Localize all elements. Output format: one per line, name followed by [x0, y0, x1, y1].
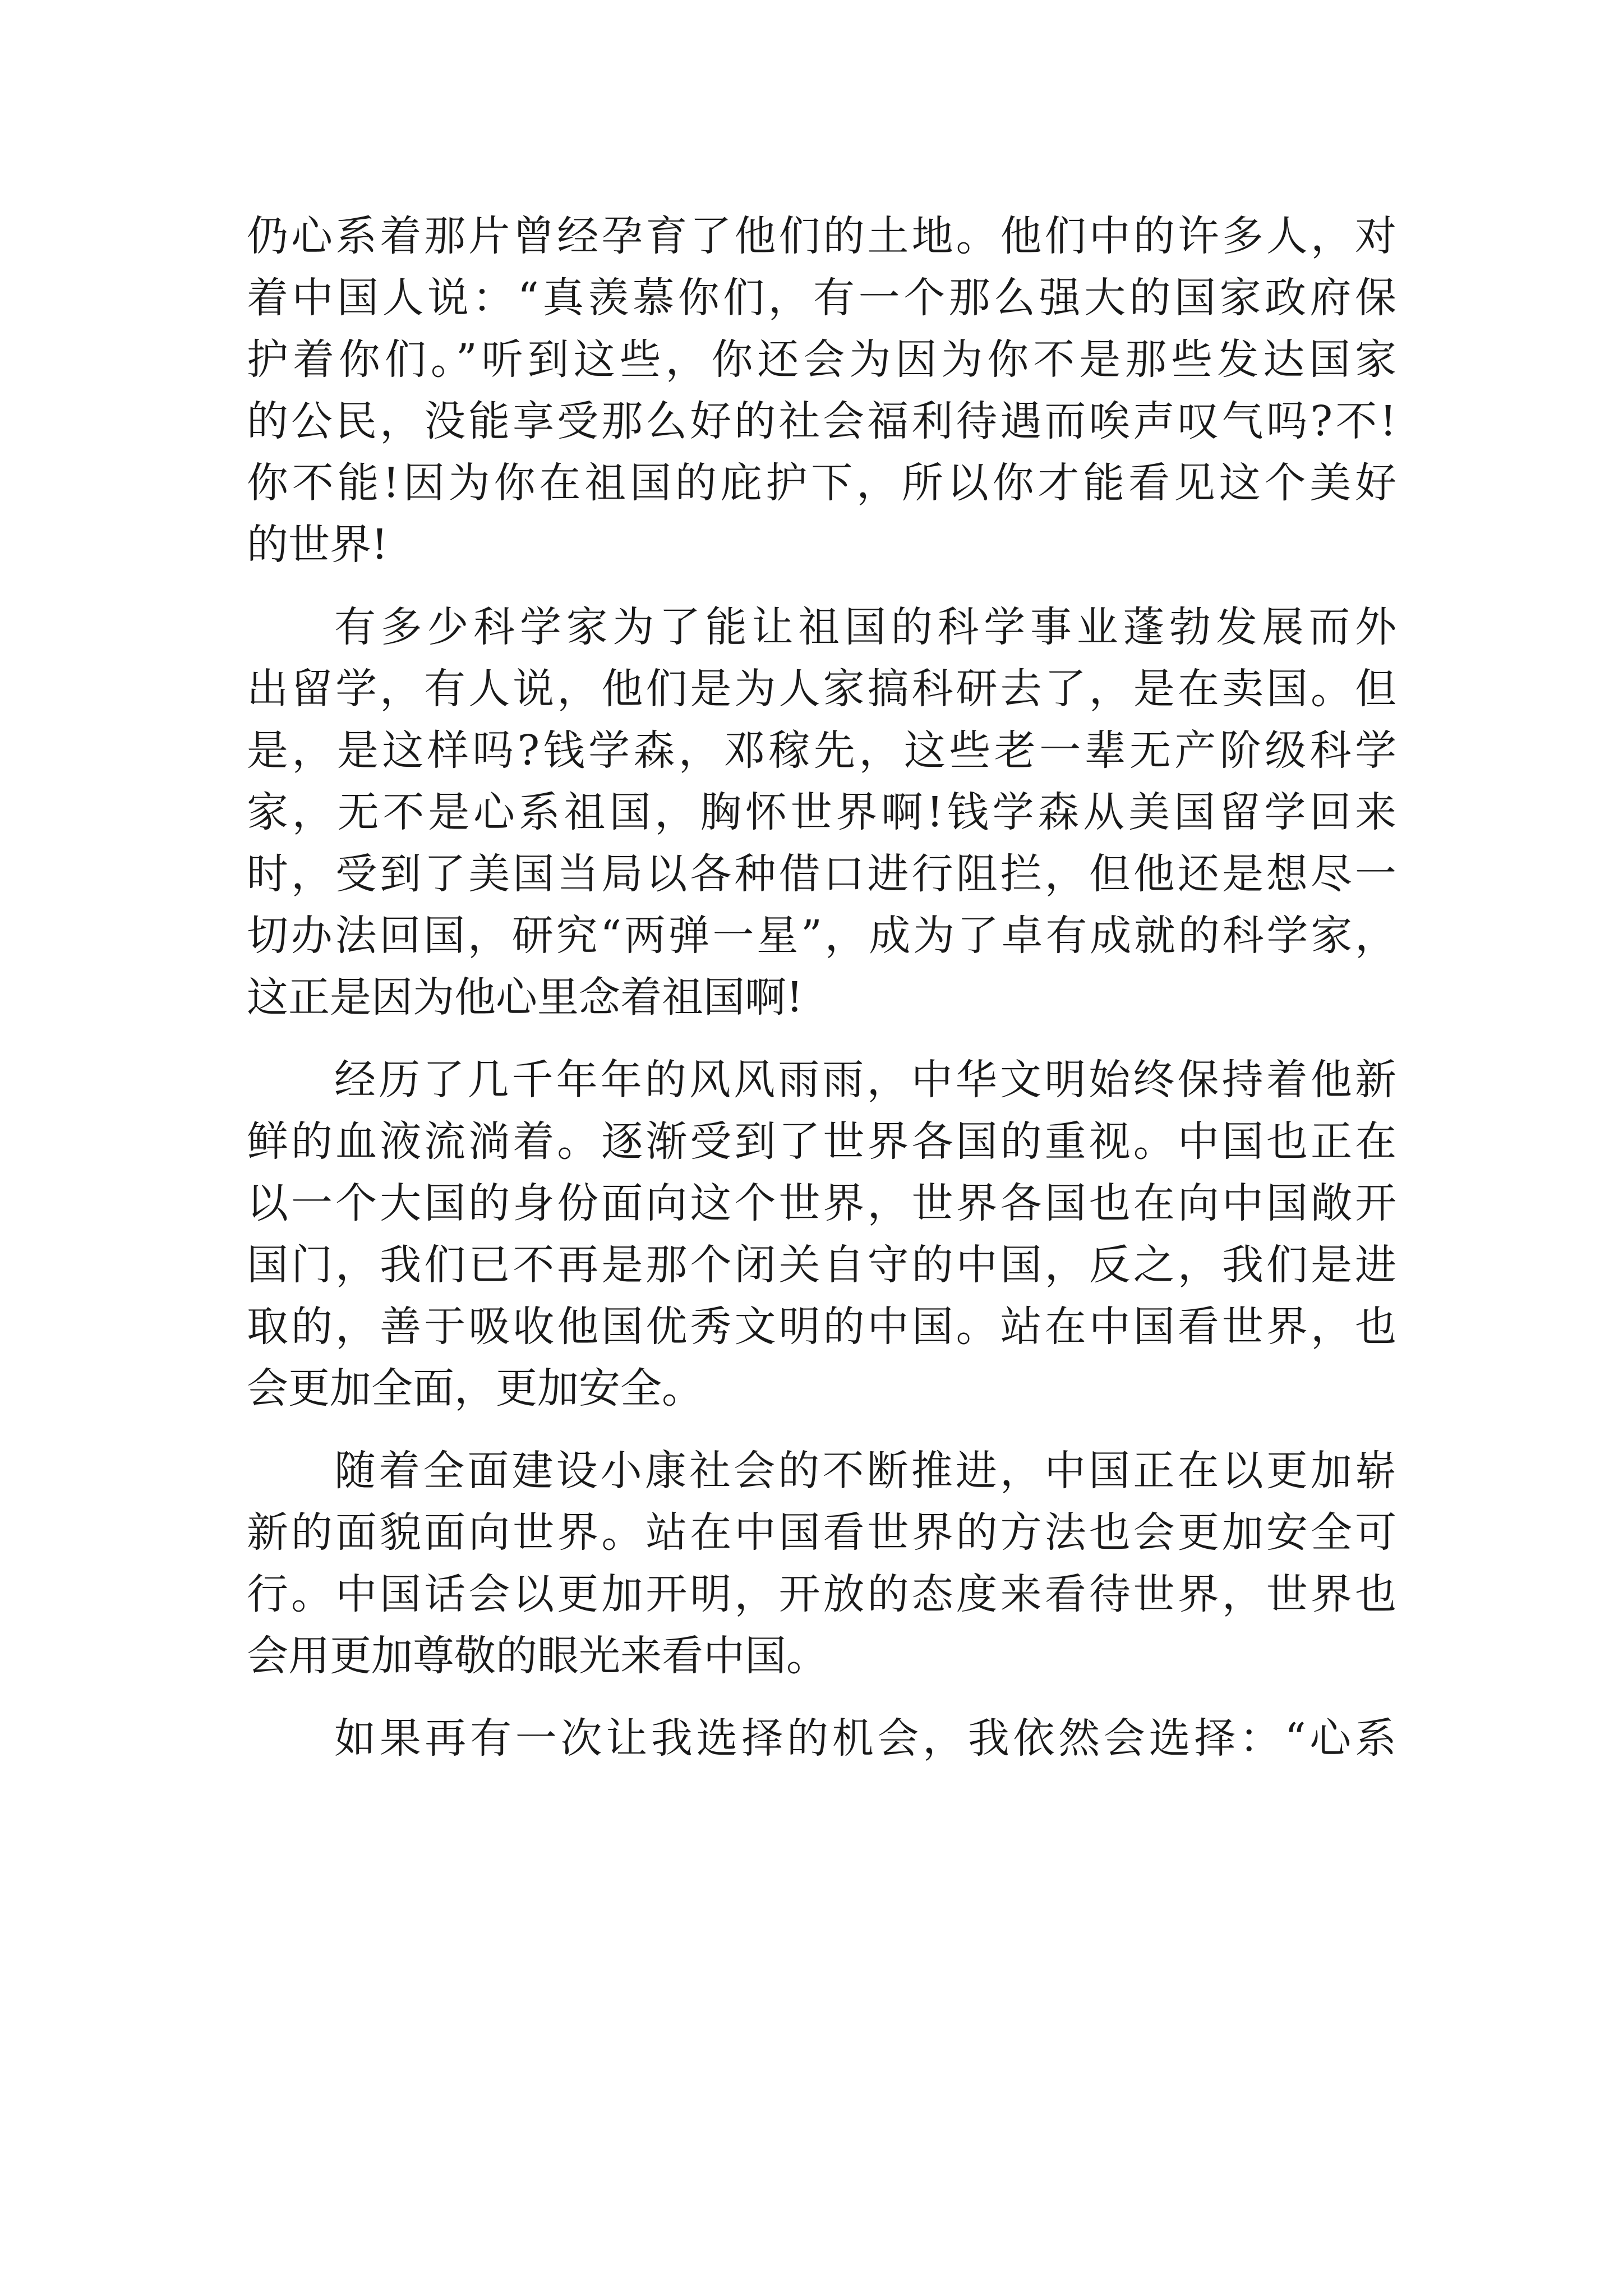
- text-line: 国门，我们已不再是那个闭关自守的中国，反之，我们是进: [247, 1241, 1396, 1289]
- text-line: 你不能!因为你在祖国的庇护下，所以你才能看见这个美好: [247, 459, 1396, 507]
- text-line: 是，是这样吗?钱学森，邓稼先，这些老一辈无产阶级科学: [247, 726, 1396, 775]
- text-line: 新的面貌面向世界。站在中国看世界的方法也会更加安全可: [247, 1508, 1396, 1557]
- paragraph-5: [247, 1708, 1396, 1769]
- text-line: 时，受到了美国当局以各种借口进行阻拦，但他还是想尽一: [247, 850, 1396, 898]
- text-line: 仍心系着那片曾经孕育了他们的土地。他们中的许多人，对: [247, 212, 1396, 260]
- text-line: 护着你们。”听到这些，你还会为因为你不是那些发达国家: [247, 335, 1396, 384]
- text-line: 经历了几千年年的风风雨雨，中华文明始终保持着他新: [334, 1056, 1396, 1104]
- text-line: 会更加全面，更加安全。: [247, 1364, 703, 1412]
- paragraph-2: [247, 596, 1396, 1028]
- text-line: 切办法回国，研究“两弹一星”，成为了卓有成就的科学家，: [247, 912, 1396, 960]
- text-line: 以一个大国的身份面向这个世界，世界各国也在向中国敞开: [247, 1179, 1396, 1227]
- paragraph-3: [247, 1049, 1396, 1419]
- text-line: 出留学，有人说，他们是为人家搞科研去了，是在卖国。但: [247, 665, 1396, 713]
- text-line: 会用更加尊敬的眼光来看中国。: [247, 1632, 828, 1680]
- text-line: 如果再有一次让我选择的机会，我依然会选择：“心系: [334, 1714, 1396, 1763]
- body-text: [247, 205, 1396, 1769]
- paragraph-1: [247, 205, 1396, 576]
- text-line: 的世界!: [247, 521, 388, 569]
- text-line: 有多少科学家为了能让祖国的科学事业蓬勃发展而外: [334, 603, 1396, 651]
- text-line: 的公民，没能享受那么好的社会福利待遇而唉声叹气吗?不!: [247, 397, 1396, 445]
- text-line: 取的，善于吸收他国优秀文明的中国。站在中国看世界，也: [247, 1303, 1396, 1351]
- text-line: 随着全面建设小康社会的不断推进，中国正在以更加崭: [334, 1447, 1396, 1495]
- text-line: 家，无不是心系祖国，胸怀世界啊!钱学森从美国留学回来: [247, 788, 1396, 836]
- text-line: 着中国人说：“真羡慕你们，有一个那么强大的国家政府保: [247, 274, 1396, 322]
- paragraph-4: [247, 1440, 1396, 1687]
- text-line: 鲜的血液流淌着。逐渐受到了世界各国的重视。中国也正在: [247, 1117, 1396, 1166]
- text-line: 这正是因为他心里念着祖国啊!: [247, 973, 803, 1022]
- text-line: 行。中国话会以更加开明，开放的态度来看待世界，世界也: [247, 1570, 1396, 1618]
